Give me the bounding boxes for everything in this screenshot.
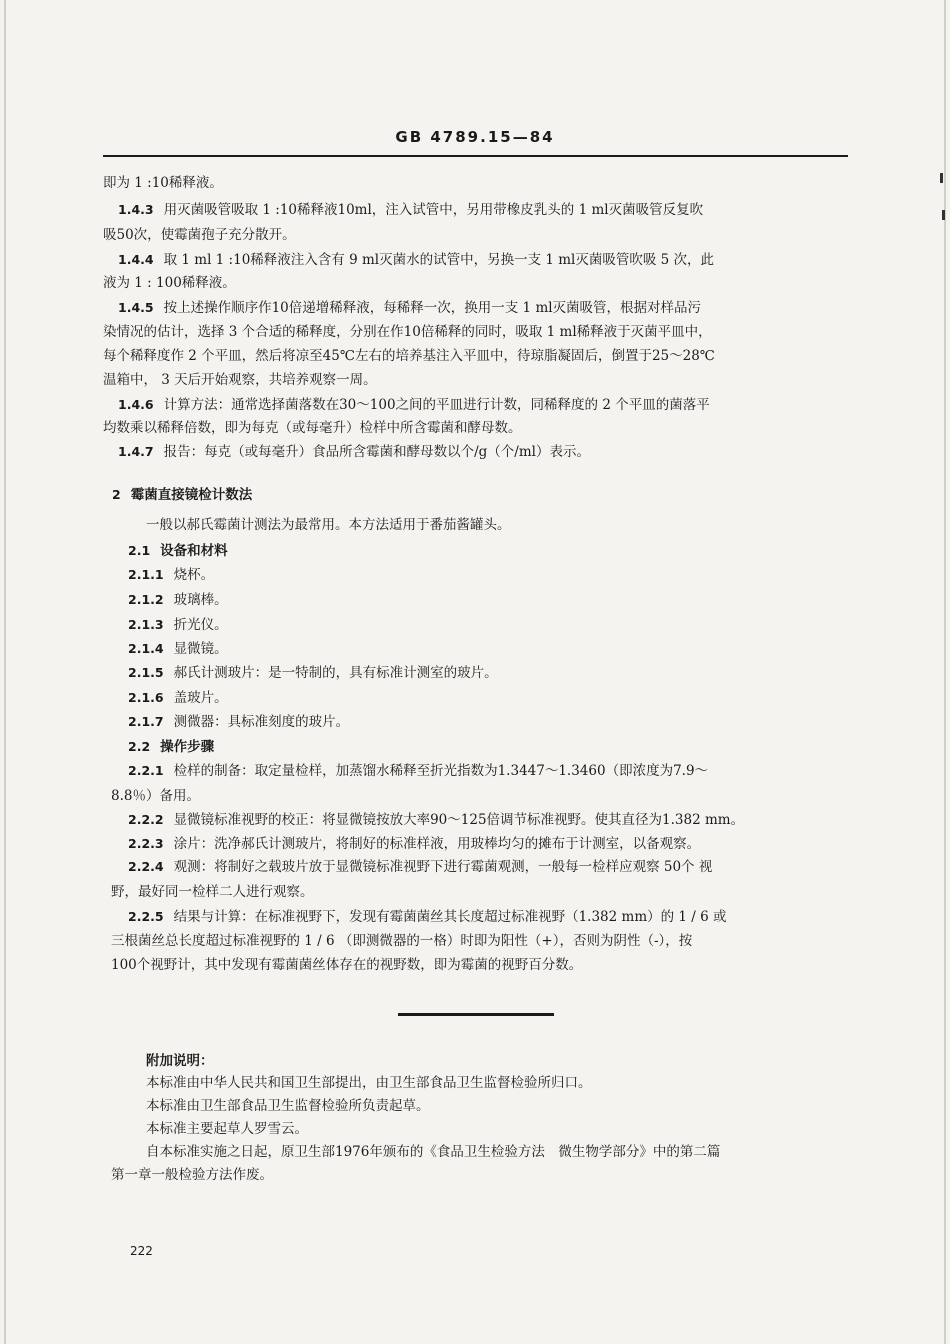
text-line: 野，最好同一检样二人进行观察。: [111, 884, 314, 900]
text-line: 液为 1 : 100稀释液。: [103, 275, 236, 291]
text-line: 每个稀释度作 2 个平皿，然后将凉至45℃左右的培养基注入平皿中，待琼脂凝固后，倒置于25～28℃: [103, 348, 715, 364]
text-line: 温箱中， 3 天后开始观察，共培养观察一周。: [103, 372, 377, 388]
text-line: 染情况的估计，选择 3 个合适的稀释度，分别在作10倍稀释的同时，吸取 1 ml稀释液于灭菌平皿中，: [103, 324, 712, 340]
clause-2-1-3: 2.1.3 折光仪。: [128, 617, 228, 633]
text-line: 即为 1 :10稀释液。: [103, 175, 223, 191]
clause-1-4-6: 1.4.6 计算方法：通常选择菌落数在30～100之间的平皿进行计数，同稀释度的 2 个平皿的菌落平: [118, 397, 710, 413]
text-line: 一般以郝氏霉菌计测法为最常用。本方法适用于番茄酱罐头。: [146, 517, 511, 533]
header-rule: [103, 155, 848, 157]
scan-edge-right: [944, 0, 946, 1344]
clause-2-1-2: 2.1.2 玻璃棒。: [128, 592, 228, 608]
appendix-title: 附加说明：: [146, 1053, 214, 1069]
clause-2-1-5: 2.1.5 郝氏计测玻片：是一特制的，具有标准计测室的玻片。: [128, 665, 498, 681]
clause-2-1-4: 2.1.4 显微镜。: [128, 641, 228, 657]
appendix-line: 自本标准实施之日起，原卫生部1976年颁布的《食品卫生检验方法 微生物学部分》中的第二篇: [146, 1144, 721, 1160]
section-divider: [398, 1013, 554, 1016]
section-2-1-heading: 2.1 设备和材料: [128, 543, 228, 559]
text-line: 三根菌丝总长度超过标准视野的 1 / 6 （即测微器的一格）时即为阳性（+），否则为阴性（-），按: [111, 933, 693, 949]
appendix-line: 本标准由卫生部食品卫生监督检验所负责起草。: [146, 1098, 430, 1114]
appendix-line: 本标准主要起草人罗雪云。: [146, 1121, 308, 1137]
section-2-2-heading: 2.2 操作步骤: [128, 739, 215, 755]
scan-mark: [942, 210, 945, 220]
appendix-line: 第一章一般检验方法作废。: [111, 1167, 273, 1183]
scan-edge-left: [4, 0, 6, 1344]
text-line: 8.8％）备用。: [111, 788, 200, 804]
clause-1-4-3: 1.4.3 用灭菌吸管吸取 1 :10稀释液10ml，注入试管中，另用带橡皮乳头的 1 ml灭菌吸管反复吹: [118, 202, 704, 218]
text-line: 100个视野计，其中发现有霉菌菌丝体存在的视野数，即为霉菌的视野百分数。: [111, 957, 583, 973]
scan-mark: [940, 173, 943, 183]
clause-2-2-5: 2.2.5 结果与计算：在标准视野下，发现有霉菌菌丝其长度超过标准视野（1.382 mm）的 1 / 6 或: [128, 909, 727, 925]
standard-header: GB 4789.15—84: [395, 128, 555, 146]
clause-2-2-1: 2.2.1 检样的制备：取定量检样，加蒸馏水稀释至折光指数为1.3447～1.3460（即浓度为7.9～: [128, 763, 709, 779]
appendix-line: 本标准由中华人民共和国卫生部提出，由卫生部食品卫生监督检验所归口。: [146, 1075, 592, 1091]
clause-2-1-1: 2.1.1 烧杯。: [128, 567, 215, 583]
clause-1-4-7: 1.4.7 报告：每克（或每毫升）食品所含霉菌和酵母数以个/g（个/ml）表示。: [118, 444, 590, 460]
page-number: 222: [130, 1244, 153, 1258]
clause-1-4-5: 1.4.5 按上述操作顺序作10倍递增稀释液，每稀释一次，换用一支 1 ml灭菌吸管，根据对样品污: [118, 300, 702, 316]
clause-2-2-3: 2.2.3 涂片：洗净郝氏计测玻片，将制好的标准样液，用玻棒均匀的摊布于计测室，以备观察。: [128, 836, 701, 852]
clause-2-2-4: 2.2.4 观测：将制好之载玻片放于显微镜标准视野下进行霉菌观测，一般每一检样应观察 50个 视: [128, 859, 713, 875]
clause-1-4-4: 1.4.4 取 1 ml 1 :10稀释液注入含有 9 ml灭菌水的试管中，另换一支 1 ml灭菌吸管吹吸 5 次，此: [118, 252, 715, 268]
text-line: 均数乘以稀释倍数，即为每克（或每毫升）检样中所含霉菌和酵母数。: [103, 420, 522, 436]
text-line: 吸50次，使霉菌孢子充分散开。: [103, 227, 296, 243]
clause-2-1-7: 2.1.7 测微器：具标准刻度的玻片。: [128, 714, 350, 730]
clause-2-2-2: 2.2.2 显微镜标准视野的校正：将显微镜按放大率90～125倍调节标准视野。使其直径为1.382 mm。: [128, 812, 745, 828]
section-2-heading: 2 霉菌直接镜检计数法: [112, 487, 253, 503]
clause-2-1-6: 2.1.6 盖玻片。: [128, 690, 228, 706]
